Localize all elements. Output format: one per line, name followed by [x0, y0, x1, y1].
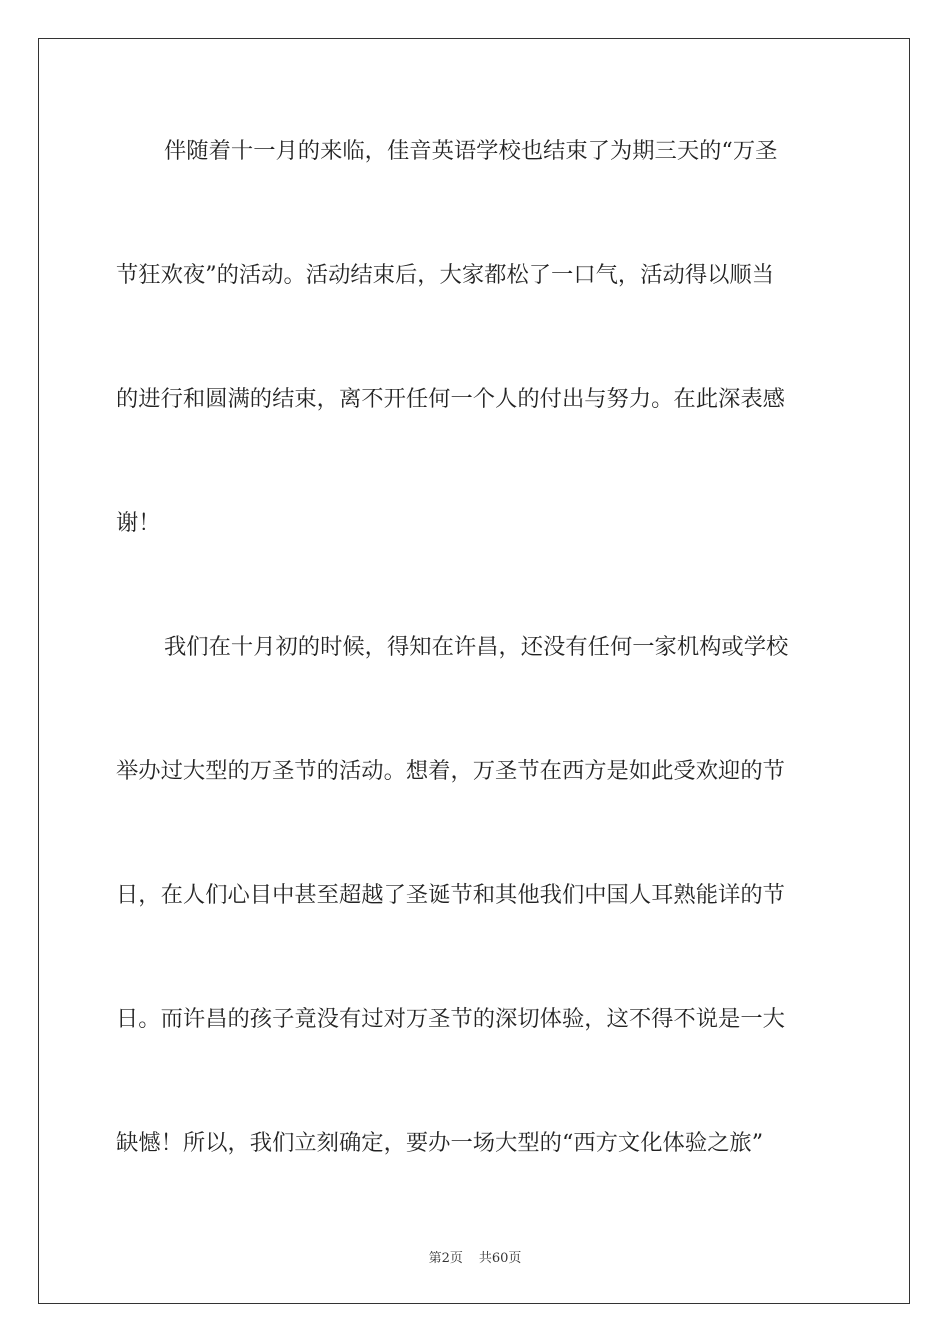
text-line: 节狂欢夜”的活动。活动结束后，大家都松了一口气，活动得以顺当	[116, 262, 775, 288]
text-line: 的进行和圆满的结束，离不开任何一个人的付出与努力。在此深表感	[116, 386, 785, 412]
text-line: 谢！	[116, 510, 161, 536]
text-line: 日。而许昌的孩子竟没有过对万圣节的深切体验，这不得不说是一大	[116, 1006, 785, 1032]
text-line: 缺憾！所以，我们立刻确定，要办一场大型的“西方文化体验之旅”	[116, 1130, 764, 1156]
page-number: 第2页	[428, 1251, 463, 1266]
document-body	[116, 120, 834, 1236]
page-footer	[0, 1247, 950, 1266]
text-line: 举办过大型的万圣节的活动。想着，万圣节在西方是如此受欢迎的节	[116, 758, 785, 784]
text-line: 我们在十月初的时候，得知在许昌，还没有任何一家机构或学校	[164, 634, 789, 660]
page-total: 共60页	[478, 1251, 522, 1266]
text-line: 日，在人们心目中甚至超越了圣诞节和其他我们中国人耳熟能详的节	[116, 882, 785, 908]
text-line: 伴随着十一月的来临，佳音英语学校也结束了为期三天的“万圣	[164, 138, 778, 164]
